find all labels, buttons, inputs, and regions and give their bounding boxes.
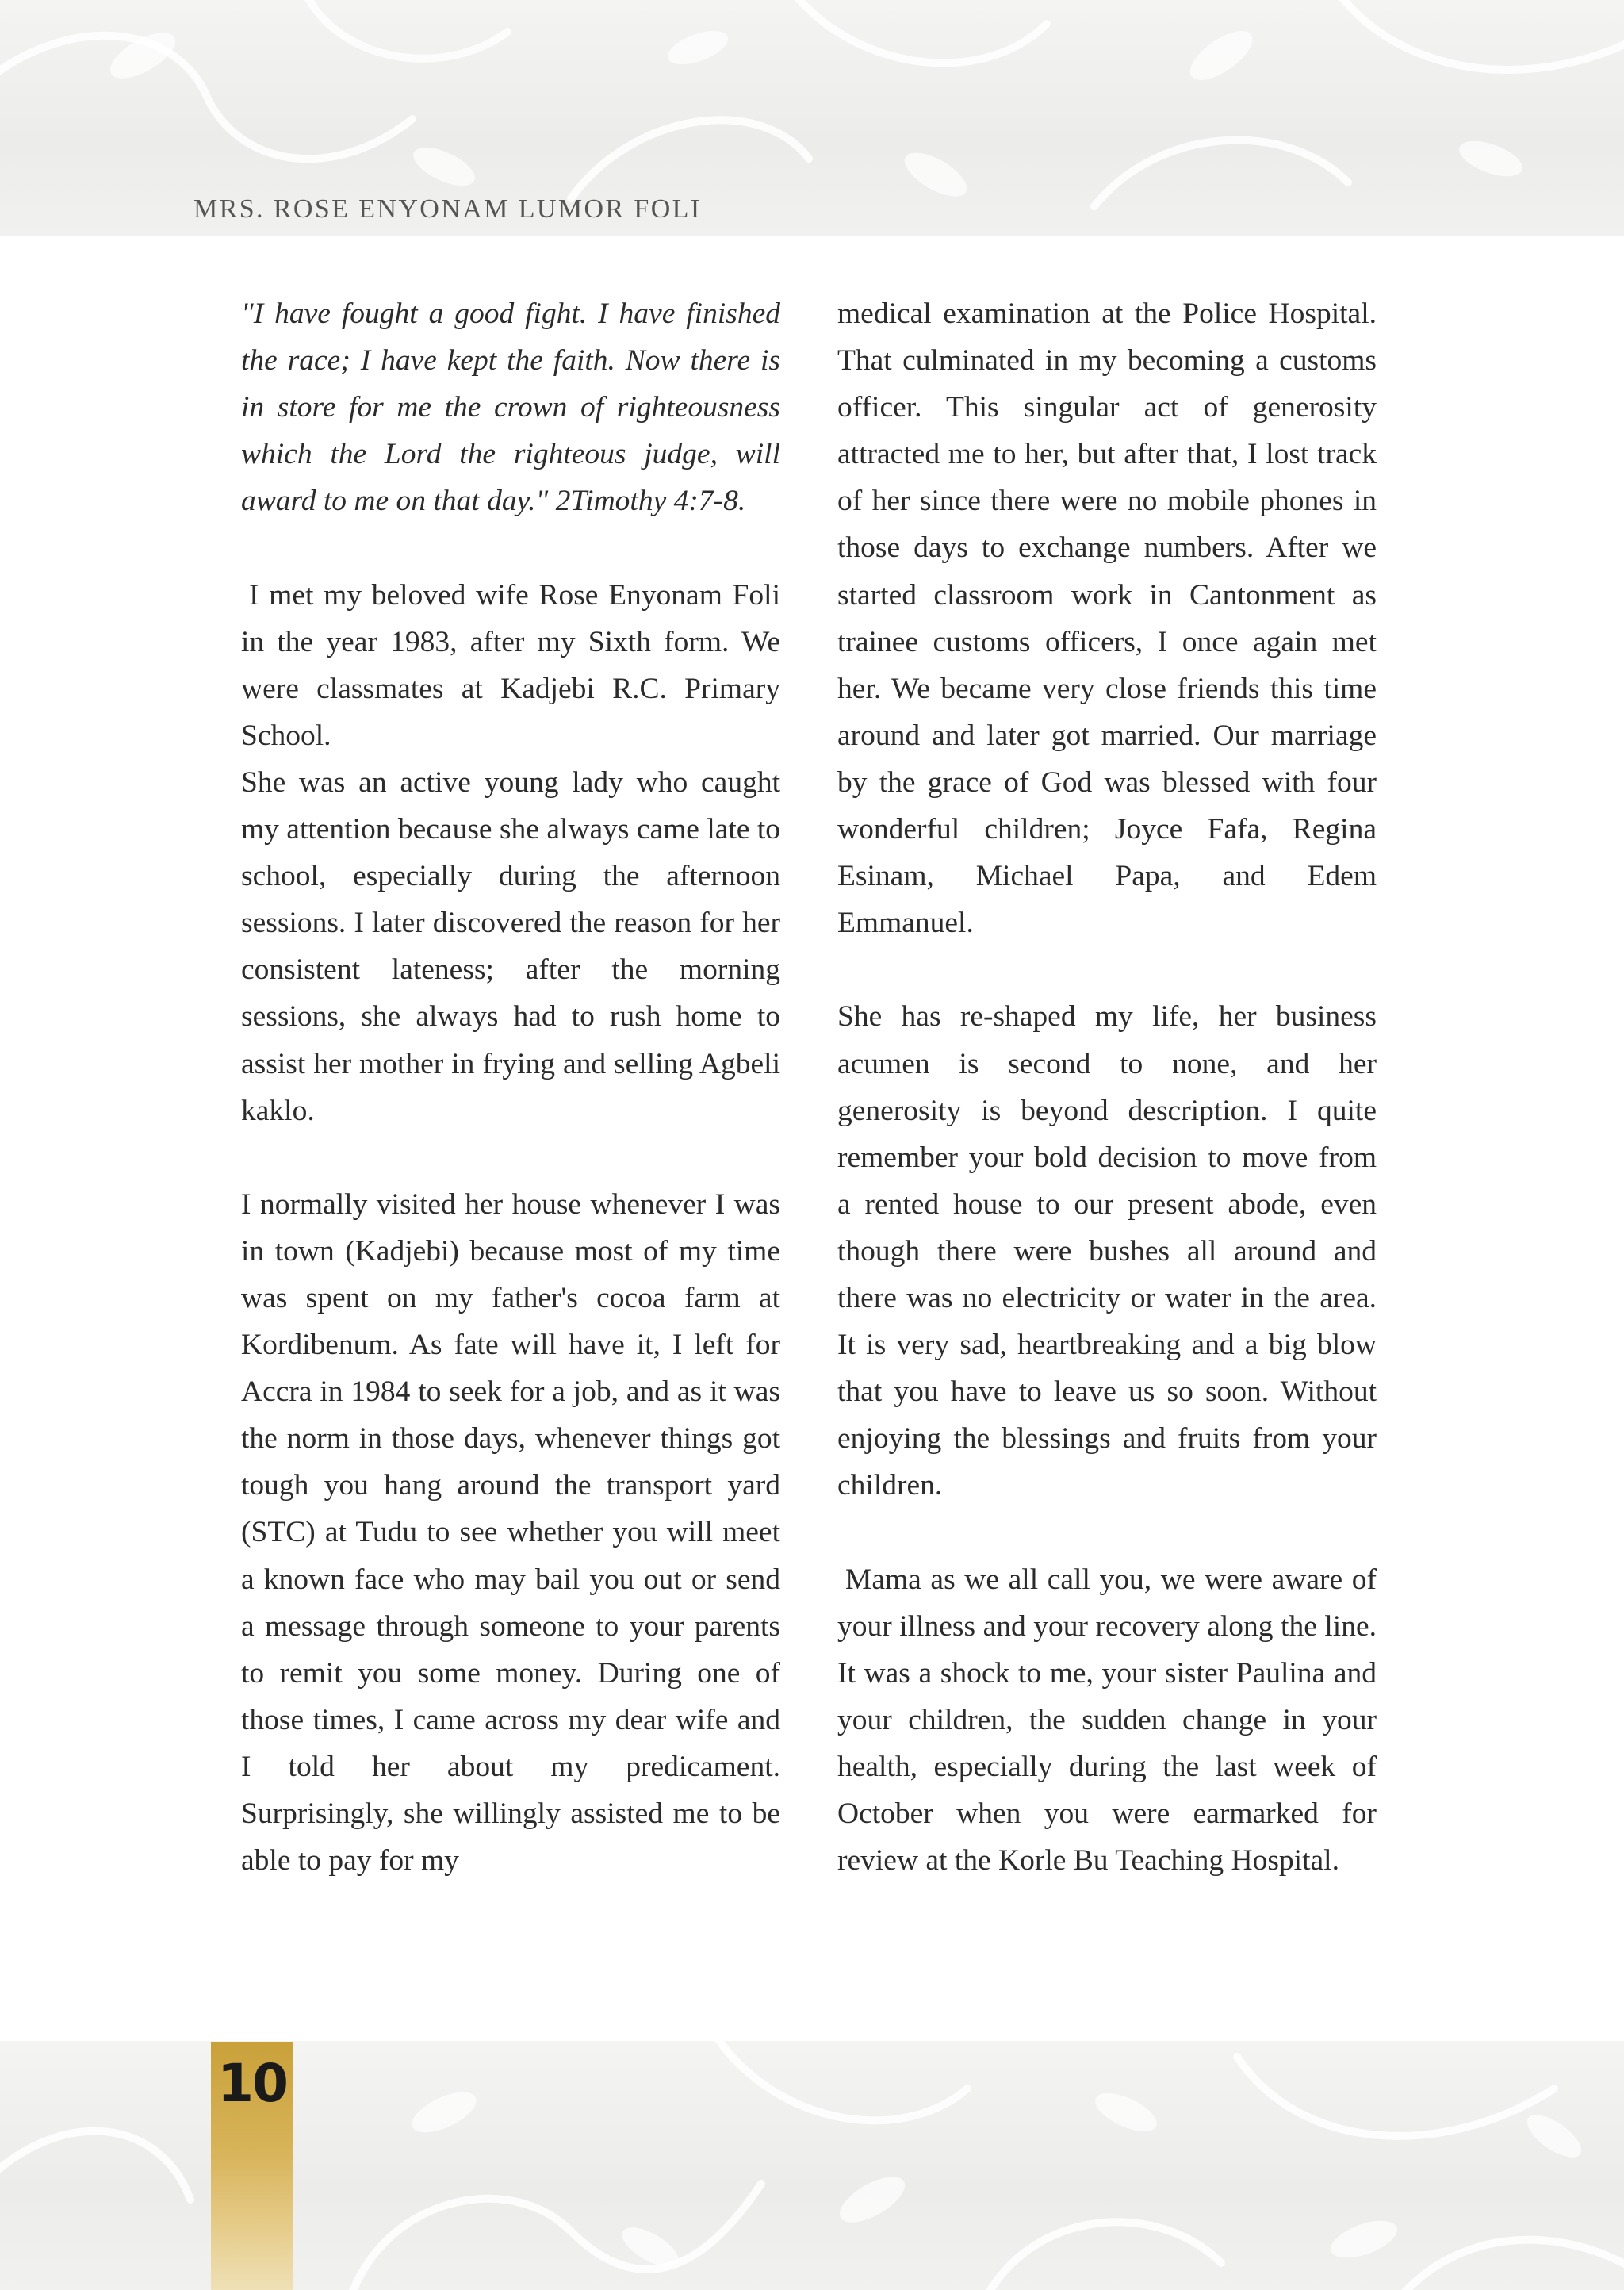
paragraph-lateness: She was an active young lady who caught my attention because she always came late to school, especially during the afternoon sessions. I later discovered the reason for her consistent lateness; after the morning sessions, she always had to rush home to assist her mother in frying and selling Agbeli kaklo. xyxy=(241,765,780,1127)
left-text-column xyxy=(241,290,780,1884)
paragraph-accra: I normally visited her house whenever I was in town (Kadjebi) because most of my time was spent on my father's cocoa farm at Kordibenum. As fate will have it, I left for Accra in 1984 to seek for a job, and as it was the norm in those days, whenever things got tough you hang around the transport yard (STC) at Tudu to see whether you will meet a known face who may bail you out or send a message through someone to your parents to remit you some money. During one of those times, I came across my dear wife and I told her about my predicament. Surprisingly, she willingly assisted me to be able to pay for my xyxy=(241,1187,780,1878)
page-number-tab xyxy=(211,2042,293,2290)
running-header-title: MRS. ROSE ENYONAM LUMOR FOLI xyxy=(193,194,702,224)
footer-decoration-band xyxy=(0,2041,1624,2290)
right-text-column xyxy=(837,290,1377,1884)
page-number: 10 xyxy=(217,2053,287,2114)
paragraph-reshaped-life: She has re-shaped my life, her business acumen is second to none, and her generosity is beyond description. I quite remember your bold decision to move from a rented house to our present abode, even though there were bushes all around and there was no electricity or water in the area. It is very sad, heartbreaking and a big blow that you have to leave us so soon. Without enjoying the blessings and fruits from your children. xyxy=(837,1000,1377,1502)
scripture-quote: "I have fought a good fight. I have finished the race; I have kept the faith. Now there is in store for me the crown of righteousness which the Lord the righteous judge, will award to me on that day." 2Timothy 4:7-8. xyxy=(241,297,780,518)
paragraph-illness: Mama as we all call you, we were aware of your illness and your recovery along the line. It was a shock to me, your sister Paulina and your children, the sudden change in your health, especially during the last week of October when you were earmarked for review at the Korle Bu Teaching Hospital. xyxy=(837,1563,1377,1878)
paragraph-marriage: medical examination at the Police Hospital. That culminated in my becoming a customs officer. This singular act of generosity attracted me to her, but after that, I lost track of her since there were no mobile phones in those days to exchange numbers. After we started classroom work in Cantonment as trainee customs officers, I once again met her. We became very close friends this time around and later got married. Our marriage by the grace of God was blessed with four wonderful children; Joyce Fafa, Regina Esinam, Michael Papa, and Edem Emmanuel. xyxy=(837,297,1377,940)
header-decoration-band xyxy=(0,0,1624,236)
paragraph-meeting: I met my beloved wife Rose Enyonam Foli in the year 1983, after my Sixth form. We were classmates at Kadjebi R.C. Primary School. xyxy=(241,578,780,752)
